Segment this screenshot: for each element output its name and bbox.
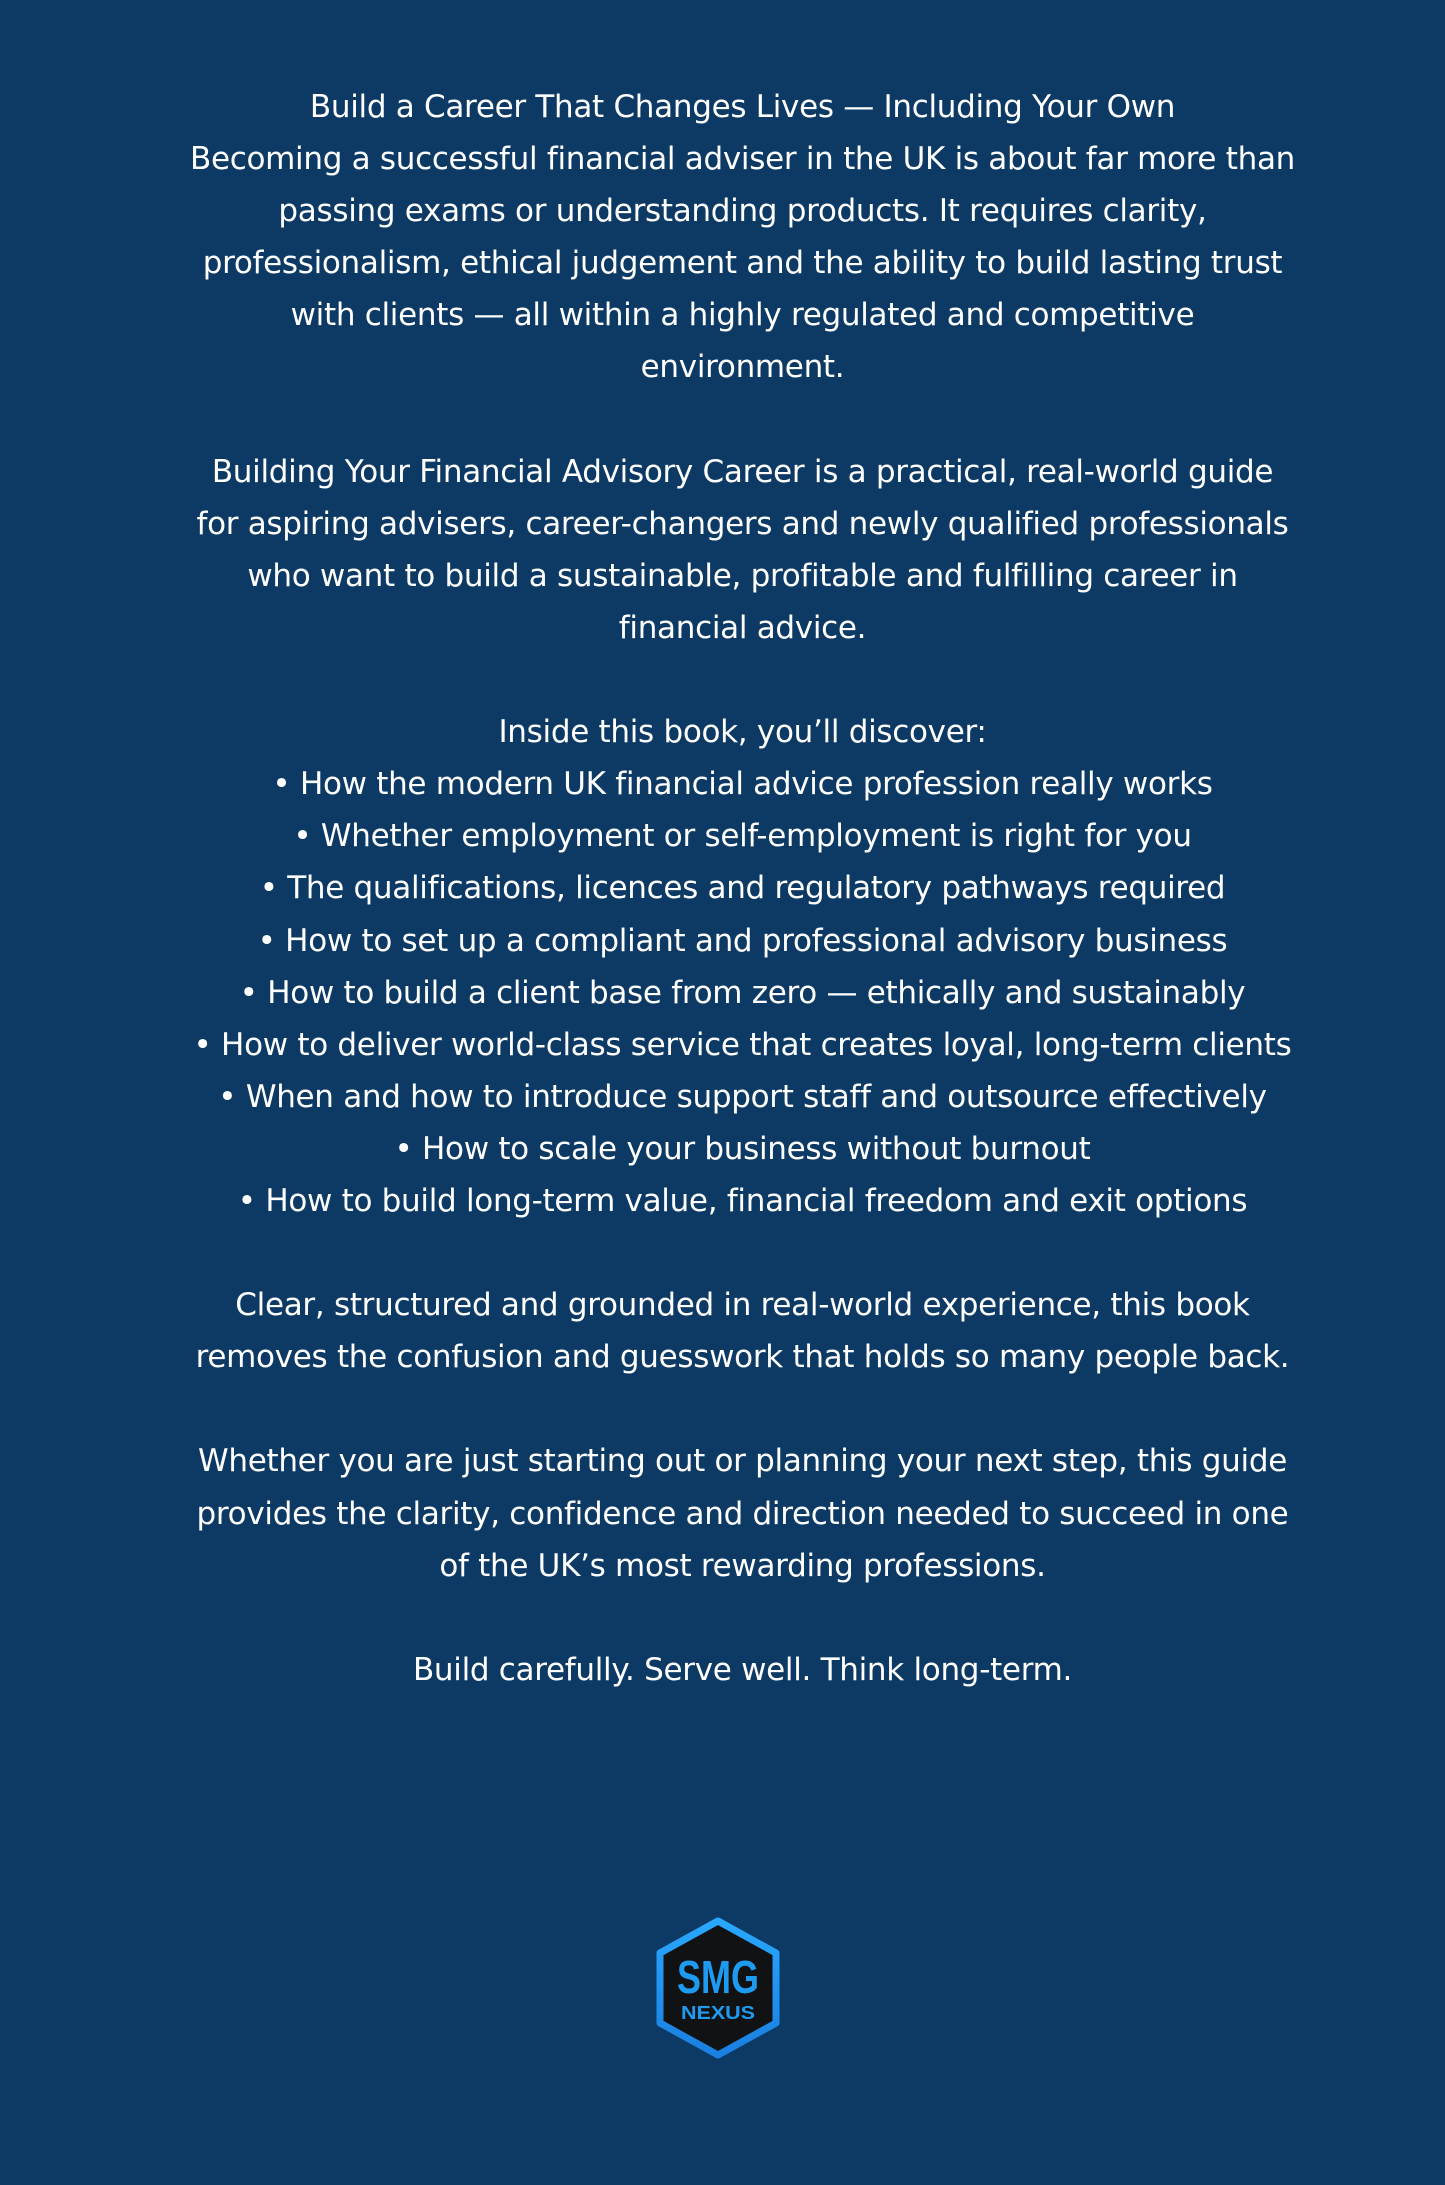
whether-line: Whether you are just starting out or planning your next step, this guide [198, 1443, 1287, 1480]
whether-line: of the UK’s most rewarding professions. [439, 1547, 1046, 1584]
description-line: Building Your Financial Advisory Career is a practical, real-world guide [211, 453, 1274, 490]
bullet-item: • How the modern UK financial advice profession really works [272, 766, 1213, 803]
blurb-heading: Build a Career That Changes Lives — Including Your Own [309, 89, 1176, 125]
paragraph-gap [140, 394, 1345, 446]
bullet-item: • The qualifications, licences and regulatory pathways required [259, 870, 1226, 907]
paragraph-gap [140, 1383, 1345, 1435]
smg-nexus-logo [654, 1917, 782, 2059]
paragraph-gap [140, 1592, 1345, 1644]
logo-smg-text: SMG [677, 1951, 759, 2003]
intro-line: Becoming a successful financial adviser in the UK is about far more than [189, 141, 1295, 178]
whether-line: provides the clarity, confidence and direction needed to succeed in one [196, 1495, 1289, 1532]
bullet-item: • How to scale your business without burnout [394, 1130, 1091, 1167]
bullet-item: • How to build a client base from zero — ethically and sustainably [239, 974, 1246, 1011]
paragraph-gap [140, 654, 1345, 706]
intro-line: with clients — all within a highly regulated and competitive [290, 297, 1195, 334]
logo-nexus-text: NEXUS [681, 2003, 755, 2023]
bullet-item: • How to set up a compliant and professional advisory business [257, 922, 1228, 959]
description-line: for aspiring advisers, career-changers and newly qualified professionals [196, 505, 1289, 542]
clear-line: Clear, structured and grounded in real-world experience, this book [235, 1287, 1250, 1324]
bullet-item: • How to deliver world-class service that creates loyal, long-term clients [193, 1026, 1292, 1063]
bullet-item: • Whether employment or self-employment is right for you [293, 818, 1192, 855]
closing-tagline: Build carefully. Serve well. Think long-term. [412, 1651, 1073, 1688]
intro-line: professionalism, ethical judgement and the ability to build lasting trust [202, 245, 1283, 282]
description-line: who want to build a sustainable, profitable and fulfilling career in [247, 557, 1238, 594]
description-line: financial advice. [618, 609, 867, 646]
bullet-item: • How to build long-term value, financial freedom and exit options [237, 1182, 1248, 1219]
back-cover-blurb [140, 81, 1345, 1696]
discover-heading: Inside this book, you’ll discover: [498, 714, 987, 751]
paragraph-gap [140, 1227, 1345, 1279]
clear-line: removes the confusion and guesswork that holds so many people back. [195, 1339, 1290, 1376]
intro-line: passing exams or understanding products. It requires clarity, [278, 193, 1207, 230]
bullet-item: • When and how to introduce support staff and outsource effectively [218, 1078, 1267, 1115]
intro-line: environment. [640, 349, 845, 386]
hexagon-logo-icon [654, 1917, 782, 2059]
